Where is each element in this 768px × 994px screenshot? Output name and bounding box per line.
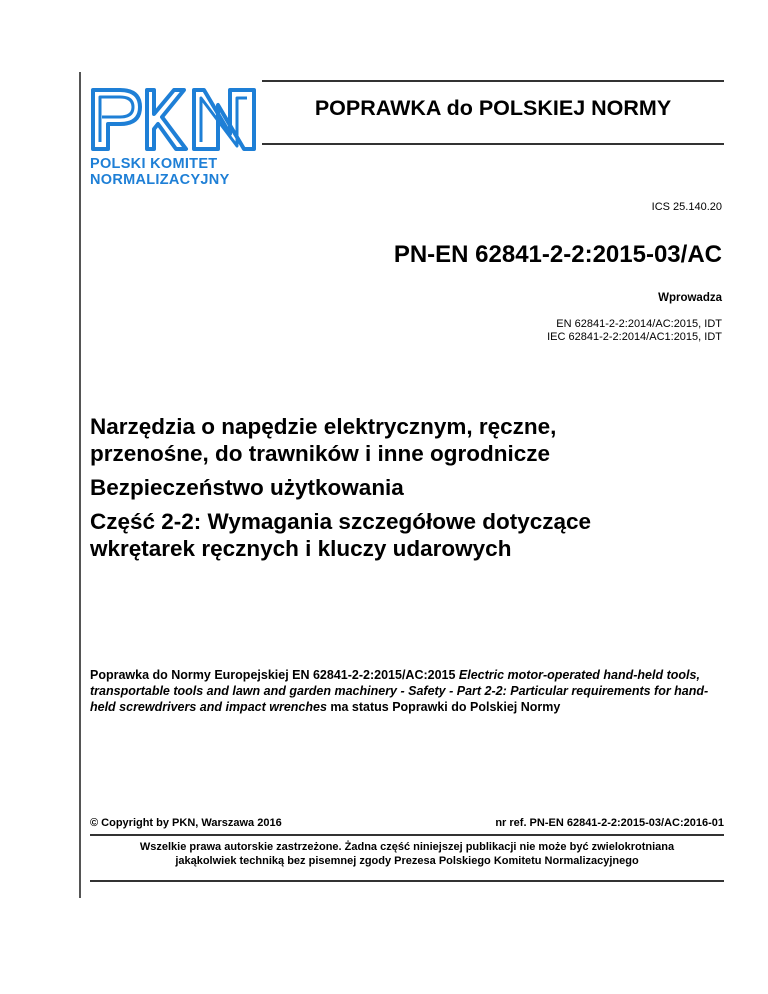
description-english-title: Electric motor-operated hand-held tools, transportable tools and lawn and garden machinery - Safety - Part 2-2: Particular requirements for hand-held screwdrivers and impact wrenches (90, 668, 709, 714)
ics-code: ICS 25.140.20 (651, 201, 722, 213)
norm-title-block (90, 413, 730, 569)
logo-subtitle-line2: NORMALIZACYJNY (90, 172, 230, 188)
pkn-logo (90, 86, 258, 188)
title-line: przenośne, do trawników i inne ogrodnicze (90, 441, 551, 466)
introduces-item: IEC 62841-2-2:2014/AC1:2015, IDT (547, 331, 722, 343)
introduces-list (547, 318, 722, 344)
title-part-2: Bezpieczeństwo użytkowania (90, 475, 404, 500)
description-prefix: Poprawka do Normy Europejskiej EN 62841-2-2:2015/AC:2015 (90, 668, 459, 682)
introduces-label: Wprowadza (658, 292, 722, 304)
norm-number: PN-EN 62841-2-2:2015-03/AC (393, 241, 722, 268)
status-description (90, 667, 725, 715)
title-line: Narzędzia o napędzie elektrycznym, ręczne, (90, 414, 557, 439)
rights-line: jakąkolwiek techniką bez pisemnej zgody Prezesa Polskiego Komitetu Normalizacyjnego (175, 855, 639, 867)
header-top-rule (262, 80, 724, 82)
header-bottom-rule (262, 143, 724, 145)
copyright-notice: © Copyright by PKN, Warszawa 2016 (90, 817, 282, 829)
rights-notice (90, 840, 724, 868)
footer-top-rule (90, 834, 724, 836)
title-part-1 (90, 413, 730, 467)
title-part-3 (90, 508, 730, 562)
footer-row (90, 817, 724, 829)
header-title: POPRAWKA do POLSKIEJ NORMY (314, 96, 672, 120)
logo-subtitle-line1: POLSKI KOMITET (90, 156, 218, 172)
title-line: Część 2-2: Wymagania szczegółowe dotyczące (90, 509, 592, 534)
rights-line: Wszelkie prawa autorskie zastrzeżone. Żadna część niniejszej publikacji nie może być zwielokrotniana (139, 841, 675, 853)
introduces-item: EN 62841-2-2:2014/AC:2015, IDT (556, 318, 722, 330)
left-margin-rule (79, 72, 81, 898)
pkn-logo-mark (90, 86, 258, 152)
title-line: wkrętarek ręcznych i kluczy udarowych (90, 536, 512, 561)
description-suffix: ma status Poprawki do Polskiej Normy (326, 700, 561, 714)
reference-number: nr ref. PN-EN 62841-2-2:2015-03/AC:2016-01 (495, 817, 724, 829)
footer-bottom-rule (90, 880, 724, 882)
